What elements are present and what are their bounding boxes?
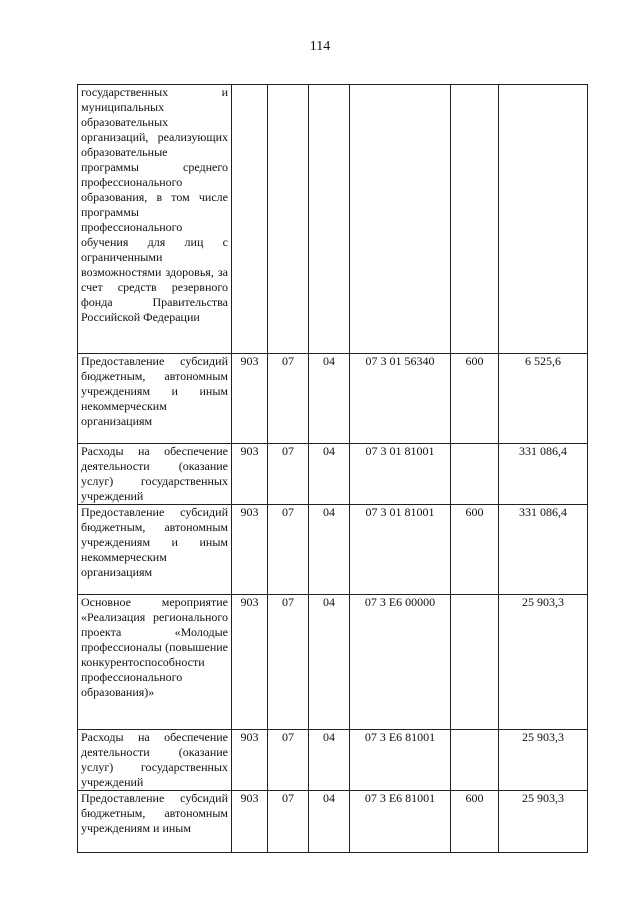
section-code-cell: 07	[268, 354, 309, 444]
expense-type-cell	[451, 595, 499, 730]
expense-type-cell	[451, 730, 499, 791]
section-code-cell: 07	[268, 444, 309, 505]
table-row	[78, 791, 588, 853]
expense-name-cell: Расходы на обеспечение деятельности (оказание услуг) государственных учреждений	[78, 730, 232, 791]
table-row	[78, 730, 588, 791]
subsection-code-cell: 04	[309, 354, 350, 444]
expense-type-cell	[451, 444, 499, 505]
amount-cell: 6 525,6	[499, 354, 588, 444]
expense-name-cell: Предоставление субсидий бюджетным, автономным учреждениям и иным	[78, 791, 232, 853]
page-number: 114	[309, 39, 331, 54]
table-row	[78, 354, 588, 444]
expense-type-cell: 600	[451, 354, 499, 444]
target-article-cell: 07 3 01 81001	[350, 505, 451, 595]
budget-table	[77, 84, 588, 853]
section-code-cell: 07	[268, 730, 309, 791]
admin-code-cell: 903	[232, 791, 268, 853]
target-article-cell: 07 3 01 56340	[350, 354, 451, 444]
table-row	[78, 85, 588, 354]
subsection-code-cell: 04	[309, 791, 350, 853]
admin-code-cell: 903	[232, 505, 268, 595]
section-code-cell: 07	[268, 791, 309, 853]
subsection-code-cell: 04	[309, 444, 350, 505]
admin-code-cell: 903	[232, 595, 268, 730]
admin-code-cell: 903	[232, 730, 268, 791]
expense-name-cell: государственных и муниципальных образовательных организаций, реализующих образовательные программы среднего профессионального образования, в том числе программы профессионального обучения для лиц с ограниченными возможностями здоровья, за счет средств резервного фонда Правительства Российской Федерации	[78, 85, 232, 354]
target-article-cell: 07 3 Е6 00000	[350, 595, 451, 730]
section-code-cell: 07	[268, 595, 309, 730]
amount-cell: 25 903,3	[499, 595, 588, 730]
section-code-cell	[268, 85, 309, 354]
expense-name-cell: Предоставление субсидий бюджетным, автономным учреждениям и иным некоммерческим организациям	[78, 354, 232, 444]
amount-cell: 25 903,3	[499, 730, 588, 791]
target-article-cell: 07 3 Е6 81001	[350, 791, 451, 853]
amount-cell: 25 903,3	[499, 791, 588, 853]
target-article-cell: 07 3 Е6 81001	[350, 730, 451, 791]
section-code-cell: 07	[268, 505, 309, 595]
expense-name-cell: Основное мероприятие «Реализация регионального проекта «Молодые профессионалы (повышение конкурентоспособности профессионального образования)»	[78, 595, 232, 730]
table-row	[78, 505, 588, 595]
table-row	[78, 595, 588, 730]
target-article-cell	[350, 85, 451, 354]
subsection-code-cell: 04	[309, 730, 350, 791]
amount-cell: 331 086,4	[499, 444, 588, 505]
subsection-code-cell: 04	[309, 505, 350, 595]
admin-code-cell: 903	[232, 444, 268, 505]
expense-type-cell: 600	[451, 791, 499, 853]
target-article-cell: 07 3 01 81001	[350, 444, 451, 505]
table-row	[78, 444, 588, 505]
amount-cell	[499, 85, 588, 354]
subsection-code-cell: 04	[309, 595, 350, 730]
admin-code-cell: 903	[232, 354, 268, 444]
expense-name-cell: Предоставление субсидий бюджетным, автономным учреждениям и иным некоммерческим организациям	[78, 505, 232, 595]
subsection-code-cell	[309, 85, 350, 354]
expense-type-cell	[451, 85, 499, 354]
amount-cell: 331 086,4	[499, 505, 588, 595]
expense-type-cell: 600	[451, 505, 499, 595]
admin-code-cell	[232, 85, 268, 354]
expense-name-cell: Расходы на обеспечение деятельности (оказание услуг) государственных учреждений	[78, 444, 232, 505]
